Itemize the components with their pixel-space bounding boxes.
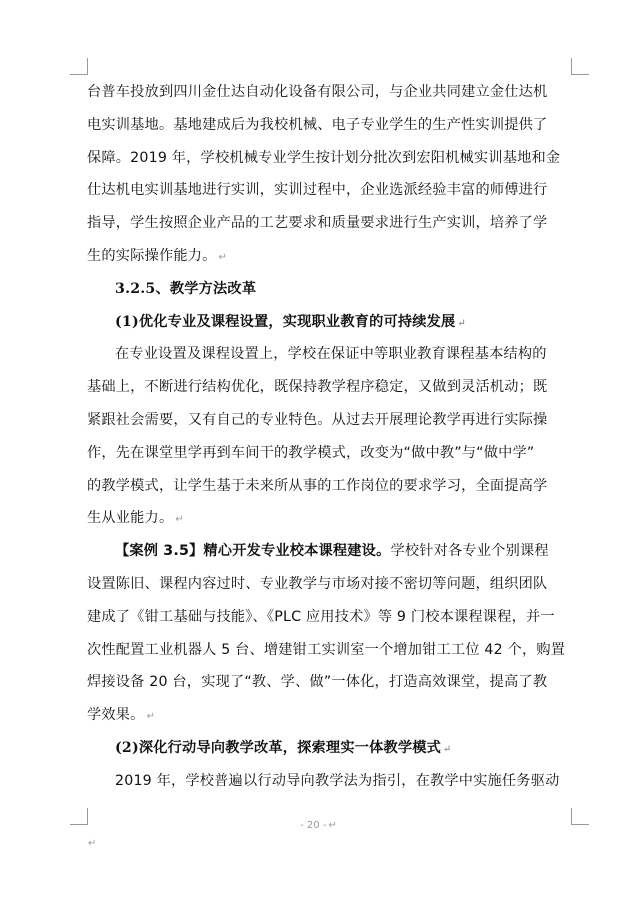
line-text: 建成了《钳工基础与技能》、《PLC 应用技术》等 9 门校本课程课程，并一: [87, 608, 555, 625]
line-text: 焊接设备 20 台，实现了“教、学、做”一体化，打造高效课堂，提高了教: [87, 674, 548, 691]
line-text: 保障。2019 年，学校机械专业学生按计划分批次到宏阳机械实训基地和金: [87, 149, 561, 166]
text-line: [87, 338, 575, 371]
text-line: [87, 371, 575, 404]
crop-mark-top-right-horizontal: [572, 74, 589, 75]
text-line: [87, 306, 575, 339]
text-line: [87, 568, 575, 601]
case-title: 【案例 3.5】精心开发专业校本课程建设。: [115, 543, 391, 560]
line-text: 3.2.5、教学方法改革: [115, 280, 257, 297]
line-text: 台普车投放到四川金仕达自动化设备有限公司，与企业共同建立金仕达机: [87, 84, 548, 100]
text-line: [87, 109, 575, 142]
text-line: [87, 240, 575, 273]
text-line: [87, 699, 575, 732]
paragraph-mark: ↵: [146, 711, 156, 723]
paragraph-mark: ↵: [328, 820, 337, 831]
line-text: (2)深化行动导向教学改革，探索理实一体教学模式: [115, 739, 442, 756]
line-text: 电实训基地。基地建成后为我校机械、电子专业学生的生产性实训提供了: [87, 116, 548, 133]
paragraph-mark: ↵: [443, 743, 452, 755]
text-line: [87, 765, 575, 798]
paragraph-mark: ↵: [457, 317, 467, 329]
line-text: 仕达机电实训基地进行实训，实训过程中，企业选派经验丰富的师傅进行: [87, 182, 548, 199]
text-line: [87, 404, 575, 437]
page-number: [0, 820, 637, 831]
text-line: [87, 174, 575, 207]
paragraph-mark-end: ↵: [88, 838, 97, 849]
text-line: [87, 634, 575, 667]
text-line: [87, 666, 575, 699]
line-text: 学校针对各专业个别课程: [390, 543, 549, 560]
text-line: [87, 207, 575, 240]
line-text: 学效果。: [87, 707, 145, 724]
line-text: 紧跟社会需要，又有自己的专业特色。从过去开展理论教学再进行实际操: [87, 411, 548, 428]
line-text: 在专业设置及课程设置上，学校在保证中等职业教育课程基本结构的: [115, 346, 547, 363]
text-line: [87, 732, 575, 765]
line-text: 指导，学生按照企业产品的工艺要求和质量要求进行生产实训，培养了学: [87, 215, 548, 232]
line-text: 生从业能力。: [87, 510, 174, 527]
text-line: [87, 535, 575, 568]
text-line: [87, 437, 575, 470]
crop-mark-top-left-horizontal: [70, 74, 87, 75]
text-line: [87, 470, 575, 503]
text-line: [87, 142, 575, 175]
line-text: 基础上，不断进行结构优化，既保持教学程序稳定，又做到灵活机动；既: [87, 379, 548, 396]
text-line: [87, 76, 575, 109]
text-line: [87, 273, 575, 306]
line-text: 设置陈旧、课程内容过时、专业教学与市场对接不密切等问题，组织团队: [87, 575, 548, 592]
line-text: 作，先在课堂里学再到车间干的教学模式，改变为“做中教”与“做中学”: [87, 444, 535, 461]
crop-mark-top-left-vertical: [87, 58, 88, 75]
line-text: 次性配置工业机器人 5 台、增建钳工实训室一个增加钳工工位 42 个，购置: [87, 641, 566, 658]
text-line: [87, 502, 575, 535]
page-number-text: - 20 -: [300, 820, 327, 831]
paragraph-mark: ↵: [218, 251, 228, 263]
crop-mark-top-right-vertical: [571, 58, 572, 75]
line-text: 生的实际操作能力。: [87, 247, 217, 264]
text-line: [87, 601, 575, 634]
paragraph-mark: ↵: [175, 514, 184, 526]
line-text: 2019 年，学校普遍以行动导向教学法为指引，在教学中实施任务驱动: [115, 772, 560, 789]
document-body[interactable]: [87, 76, 575, 798]
line-text: 的教学模式，让学生基于未来所从事的工作岗位的要求学习，全面提高学: [87, 477, 548, 494]
line-text: (1)优化专业及课程设置，实现职业教育的可持续发展: [115, 313, 456, 330]
